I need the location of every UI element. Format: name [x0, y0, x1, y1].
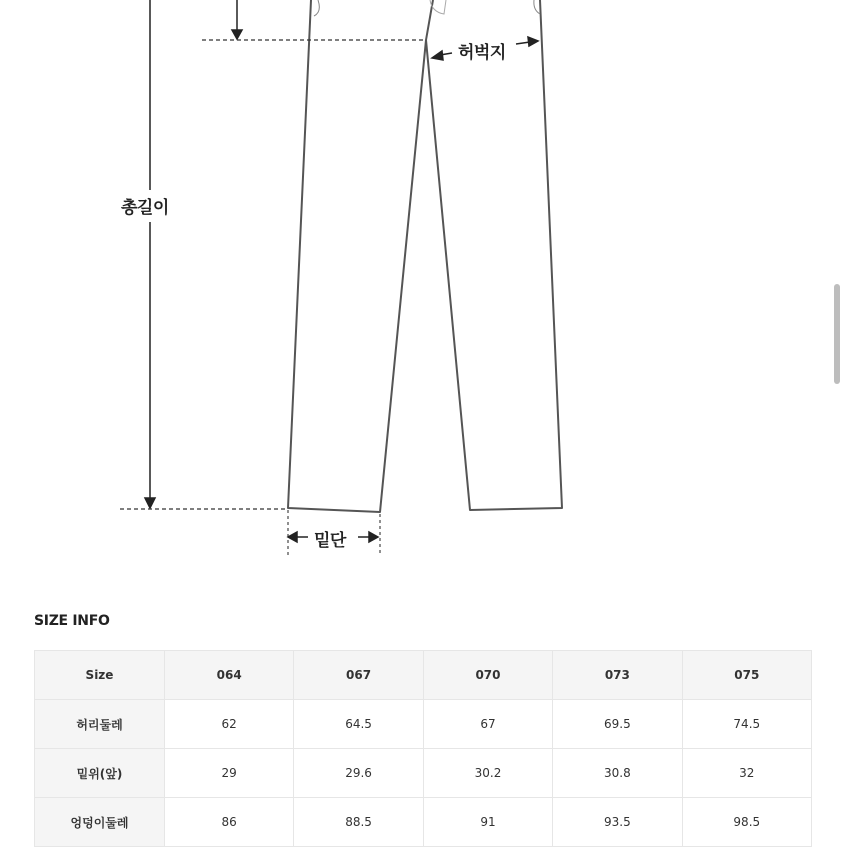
table-row: [35, 700, 812, 749]
table-row: [35, 749, 812, 798]
row-label: 엉덩이둘레: [35, 798, 165, 847]
pocket-detail: [314, 0, 319, 16]
hem-label: 밑단: [314, 531, 346, 551]
table-cell: 30.8: [553, 749, 682, 798]
table-cell: 67: [423, 700, 552, 749]
table-cell: 88.5: [294, 798, 423, 847]
table-row: [35, 798, 812, 847]
table-cell: 98.5: [682, 798, 811, 847]
table-header-row: [35, 651, 812, 700]
scrollbar-thumb[interactable]: [834, 284, 840, 384]
table-cell: 64.5: [294, 700, 423, 749]
size-info-title: SIZE INFO: [34, 613, 110, 629]
size-table: [34, 650, 812, 847]
pocket-detail-right: [534, 0, 540, 14]
table-cell: 30.2: [423, 749, 552, 798]
table-cell: 93.5: [553, 798, 682, 847]
table-cell: 91: [423, 798, 552, 847]
table-header-cell: 064: [165, 651, 294, 700]
table-cell: 74.5: [682, 700, 811, 749]
table-cell: 62: [165, 700, 294, 749]
table-cell: 69.5: [553, 700, 682, 749]
table-header-cell: 070: [423, 651, 552, 700]
table-cell: 32: [682, 749, 811, 798]
table-header-cell: 067: [294, 651, 423, 700]
row-label: 허리둘레: [35, 700, 165, 749]
thigh-label: 허벅지: [458, 43, 506, 63]
table-header-cell: 073: [553, 651, 682, 700]
table-header-cell: Size: [35, 651, 165, 700]
table-cell: 29: [165, 749, 294, 798]
pants-outline: [288, 0, 562, 512]
row-label: 밑위(앞): [35, 749, 165, 798]
total-length-label: 총길이: [121, 193, 169, 218]
total-length-arrow: [145, 0, 155, 508]
table-cell: 29.6: [294, 749, 423, 798]
table-cell: 86: [165, 798, 294, 847]
table-header-cell: 075: [682, 651, 811, 700]
rise-arrow: [232, 0, 242, 39]
